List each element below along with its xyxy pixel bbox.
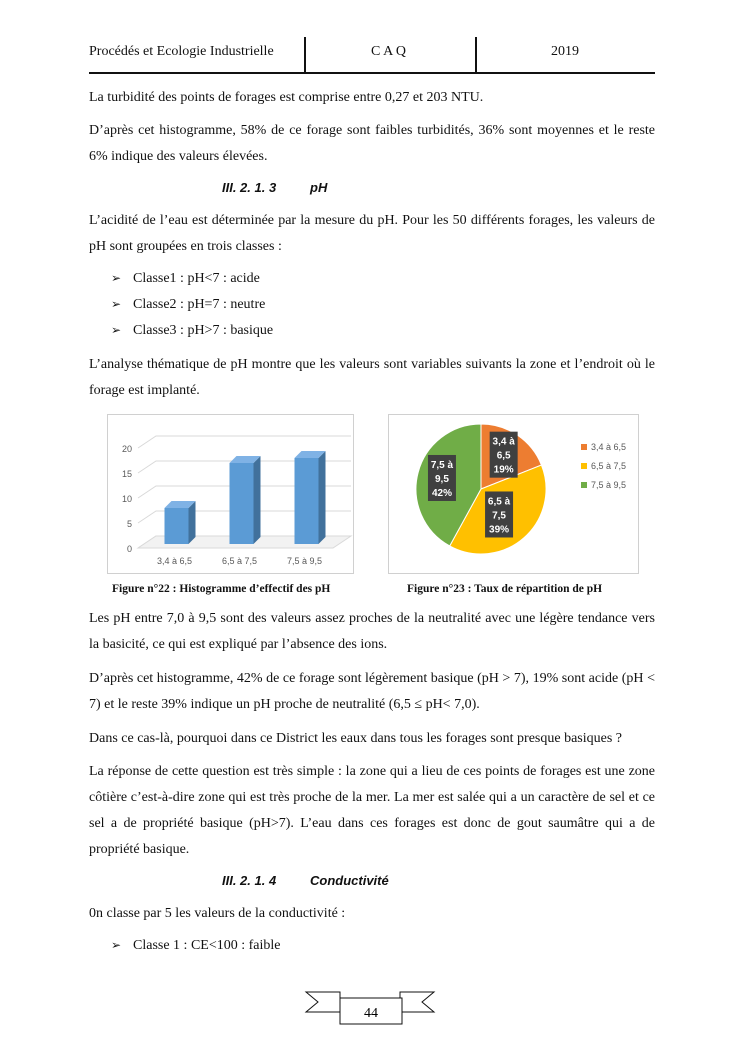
bar bbox=[165, 501, 196, 544]
arrow-bullet-icon: ➢ bbox=[111, 271, 122, 285]
ph-histogram bbox=[108, 415, 353, 573]
header-center: C A Q bbox=[371, 44, 407, 59]
legend-swatch bbox=[581, 444, 587, 450]
x-tick-label: 7,5 à 9,5 bbox=[286, 556, 323, 566]
arrow-bullet-icon: ➢ bbox=[111, 297, 122, 311]
page-number-ribbon bbox=[300, 984, 440, 1030]
y-tick-label: 15 bbox=[121, 469, 132, 479]
header-rule bbox=[89, 72, 655, 74]
paragraph: L’acidité de l’eau est déterminée par la mesure du pH. Pour les 50 différents forages, les valeurs de pH sont groupées en trois classes : bbox=[89, 213, 655, 254]
x-tick-label: 3,4 à 6,5 bbox=[156, 556, 193, 566]
paragraph: La turbidité des points de forages est comprise entre 0,27 et 203 NTU. bbox=[89, 90, 484, 105]
header-divider bbox=[304, 37, 306, 73]
arrow-bullet-icon: ➢ bbox=[111, 323, 122, 337]
section-title: Conductivité bbox=[310, 873, 389, 888]
pie-chart-frame bbox=[388, 414, 639, 574]
y-tick-label: 0 bbox=[126, 544, 132, 554]
gridline bbox=[138, 436, 351, 448]
data-label-text: 3,4 à bbox=[492, 436, 515, 448]
data-label-text: 6,5 à bbox=[487, 496, 511, 508]
data-label bbox=[485, 491, 513, 537]
list-item: ➢ Classe 1 : CE<100 : faible bbox=[111, 938, 281, 953]
data-label bbox=[490, 432, 518, 478]
x-tick-label: 6,5 à 7,5 bbox=[221, 556, 258, 566]
header-left: Procédés et Ecologie Industrielle bbox=[89, 44, 274, 59]
list-item: ➢ Classe3 : pH>7 : basique bbox=[111, 323, 274, 338]
header-divider bbox=[475, 37, 477, 73]
paragraph: La réponse de cette question est très simple : la zone qui a lieu de ces points de forages est une zone côtière c’est-à-dire zone qui est très proche de la mer. La mer est salée qui a un caractère de sel et ce sel a de propriété basique (pH>7). L’eau dans ces forages est donc de gout saumâtre qui a de propriété basique. bbox=[89, 764, 655, 857]
data-label-text: 42% bbox=[431, 487, 452, 499]
data-label-text: 7,5 à bbox=[430, 459, 454, 471]
data-label-text: 19% bbox=[493, 464, 514, 476]
paragraph: Dans ce cas-là, pourquoi dans ce District les eaux dans tous les forages sont presque basiques ? bbox=[89, 731, 623, 746]
data-label-text: 6,5 bbox=[496, 450, 511, 462]
figure-caption: Figure n°22 : Histogramme d’effectif des pH bbox=[112, 583, 331, 595]
legend-swatch bbox=[581, 463, 587, 469]
data-label bbox=[428, 455, 456, 501]
arrow-bullet-icon: ➢ bbox=[111, 938, 122, 952]
y-tick-label: 10 bbox=[121, 494, 132, 504]
y-tick-label: 5 bbox=[126, 519, 132, 529]
paragraph: 0n classe par 5 les valeurs de la conductivité : bbox=[89, 906, 346, 921]
bar bbox=[295, 451, 326, 544]
bar-chart-frame bbox=[107, 414, 354, 574]
legend-label: 3,4 à 6,5 bbox=[591, 442, 627, 452]
section-number: III. 2. 1. 4 bbox=[222, 873, 277, 888]
data-label-text: 7,5 bbox=[492, 510, 507, 522]
list-item: ➢ Classe1 : pH<7 : acide bbox=[111, 271, 260, 286]
bar bbox=[230, 456, 261, 544]
section-number: III. 2. 1. 3 bbox=[222, 180, 277, 195]
ph-pie-chart bbox=[389, 415, 638, 573]
paragraph: D’après cet histogramme, 58% de ce forage sont faibles turbidités, 36% sont moyennes et le reste 6% indique des valeurs élevées. bbox=[89, 123, 655, 164]
legend-label: 7,5 à 9,5 bbox=[591, 480, 627, 490]
paragraph: L’analyse thématique de pH montre que les valeurs sont variables suivants la zone et l’endroit où le forage est implanté. bbox=[89, 357, 655, 398]
header-right: 2019 bbox=[551, 44, 579, 59]
section-title: pH bbox=[310, 180, 328, 195]
data-label-text: 9,5 bbox=[435, 473, 449, 485]
paragraph: D’après cet histogramme, 42% de ce forage sont légèrement basique (pH > 7), 19% sont acide (pH < 7) et le reste 39% indique un pH proche de neutralité (6,5 ≤ pH< 7,0). bbox=[89, 671, 655, 712]
page-number: 44 bbox=[364, 1006, 378, 1021]
figure-caption: Figure n°23 : Taux de répartition de pH bbox=[407, 583, 603, 595]
legend-label: 6,5 à 7,5 bbox=[591, 461, 627, 471]
paragraph: Les pH entre 7,0 à 9,5 sont des valeurs assez proches de la neutralité avec une légère tendance vers la basicité, ce qui est expliqué par l’absence des ions. bbox=[89, 611, 655, 652]
data-label-text: 39% bbox=[489, 524, 510, 536]
list-item: ➢ Classe2 : pH=7 : neutre bbox=[111, 297, 266, 312]
legend-swatch bbox=[581, 482, 587, 488]
y-tick-label: 20 bbox=[121, 444, 132, 454]
